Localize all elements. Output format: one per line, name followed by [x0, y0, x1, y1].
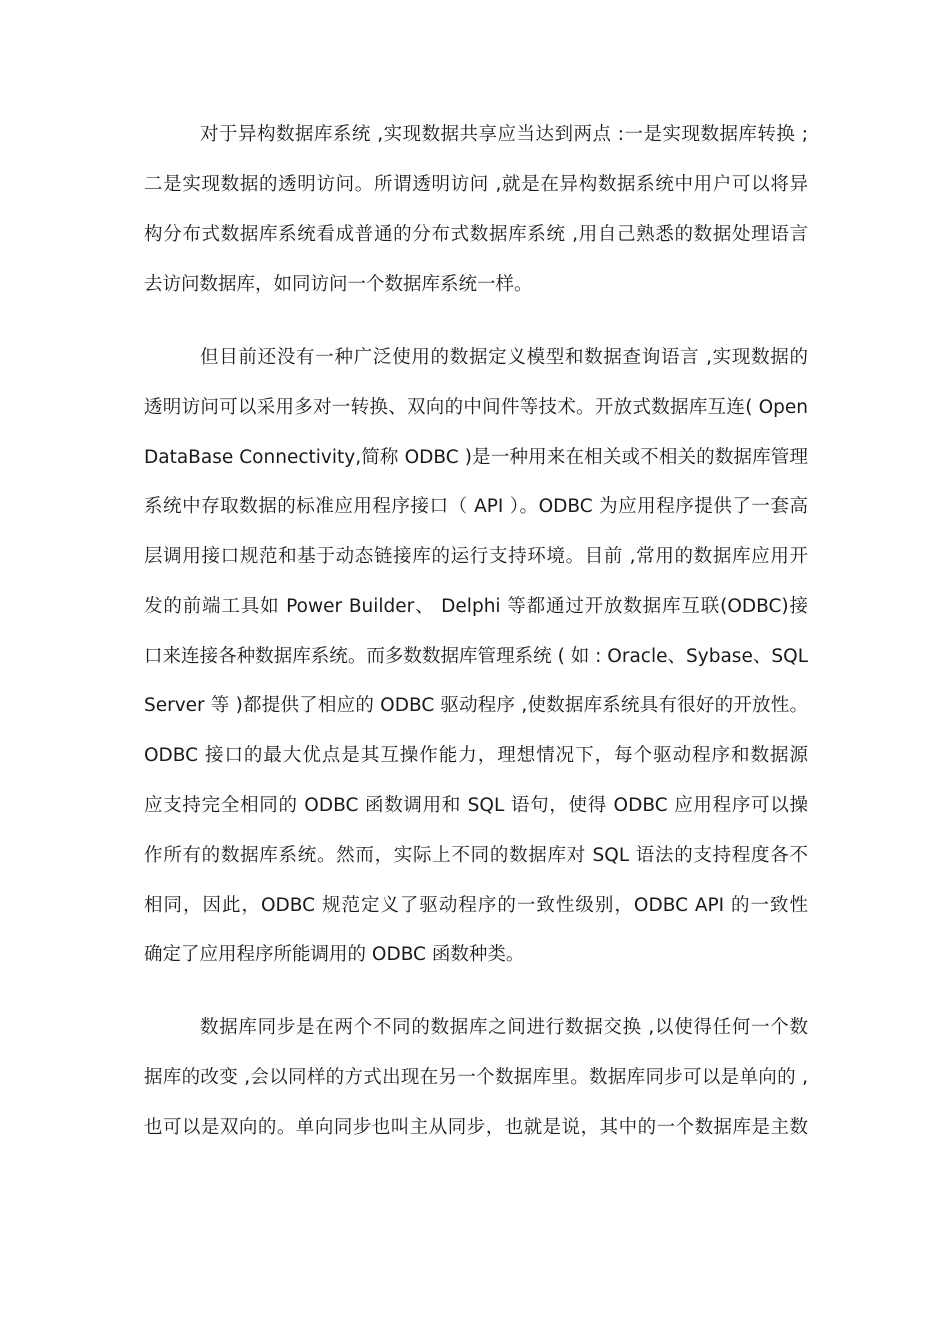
paragraph-line: 作所有的数据库系统。然而，实际上不同的数据库对 SQL 语法的支持程度各不 — [144, 845, 808, 866]
paragraph-line: 层调用接口规范和基于动态链接库的运行支持环境。目前 ,常用的数据库应用开 — [144, 546, 808, 567]
paragraph-line: 系统中存取数据的标准应用程序接口（ API ）。ODBC 为应用程序提供了一套高 — [144, 496, 808, 517]
paragraph-line: 确定了应用程序所能调用的 ODBC 函数种类。 — [144, 944, 525, 965]
paragraph-line: 二是实现数据的透明访问。所谓透明访问 ,就是在异构数据系统中用户可以将异 — [144, 174, 808, 195]
paragraph-line: 构分布式数据库系统看成普通的分布式数据库系统 ,用自己熟悉的数据处理语言 — [144, 224, 808, 245]
paragraph-line: ODBC 接口的最大优点是其互操作能力，理想情况下，每个驱动程序和数据源 — [144, 745, 808, 766]
paragraph-line: 数据库同步是在两个不同的数据库之间进行数据交换 ,以使得任何一个数 — [200, 1017, 808, 1038]
paragraph-line: 相同，因此，ODBC 规范定义了驱动程序的一致性级别，ODBC API 的一致性 — [144, 895, 808, 916]
paragraph-line: 应支持完全相同的 ODBC 函数调用和 SQL 语句，使得 ODBC 应用程序可以操 — [144, 795, 808, 816]
paragraph-line: 去访问数据库，如同访问一个数据库系统一样。 — [144, 274, 533, 295]
paragraph-line: DataBase Connectivity,简称 ODBC )是一种用来在相关或不相关的数据库管理 — [144, 447, 808, 468]
paragraph-line: 但目前还没有一种广泛使用的数据定义模型和数据查询语言 ,实现数据的 — [200, 347, 808, 368]
paragraph-line: 发的前端工具如 Power Builder、 Delphi 等都通过开放数据库互联(ODBC)接 — [144, 596, 808, 617]
paragraph-line: 口来连接各种数据库系统。而多数数据库管理系统 ( 如 : Oracle、Sybase、SQL — [144, 646, 808, 667]
paragraph-line: 透明访问可以采用多对一转换、双向的中间件等技术。开放式数据库互连( Open — [144, 397, 808, 418]
paragraph-line: 据库的改变 ,会以同样的方式出现在另一个数据库里。数据库同步可以是单向的 , — [144, 1067, 808, 1088]
paragraph-line: 也可以是双向的。单向同步也叫主从同步，也就是说，其中的一个数据库是主数 — [144, 1117, 808, 1138]
paragraph-line: Server 等 )都提供了相应的 ODBC 驱动程序 ,使数据库系统具有很好的开放性。 — [144, 695, 808, 716]
paragraph-line: 对于异构数据库系统 ,实现数据共享应当达到两点 :一是实现数据库转换 ; — [200, 124, 808, 145]
